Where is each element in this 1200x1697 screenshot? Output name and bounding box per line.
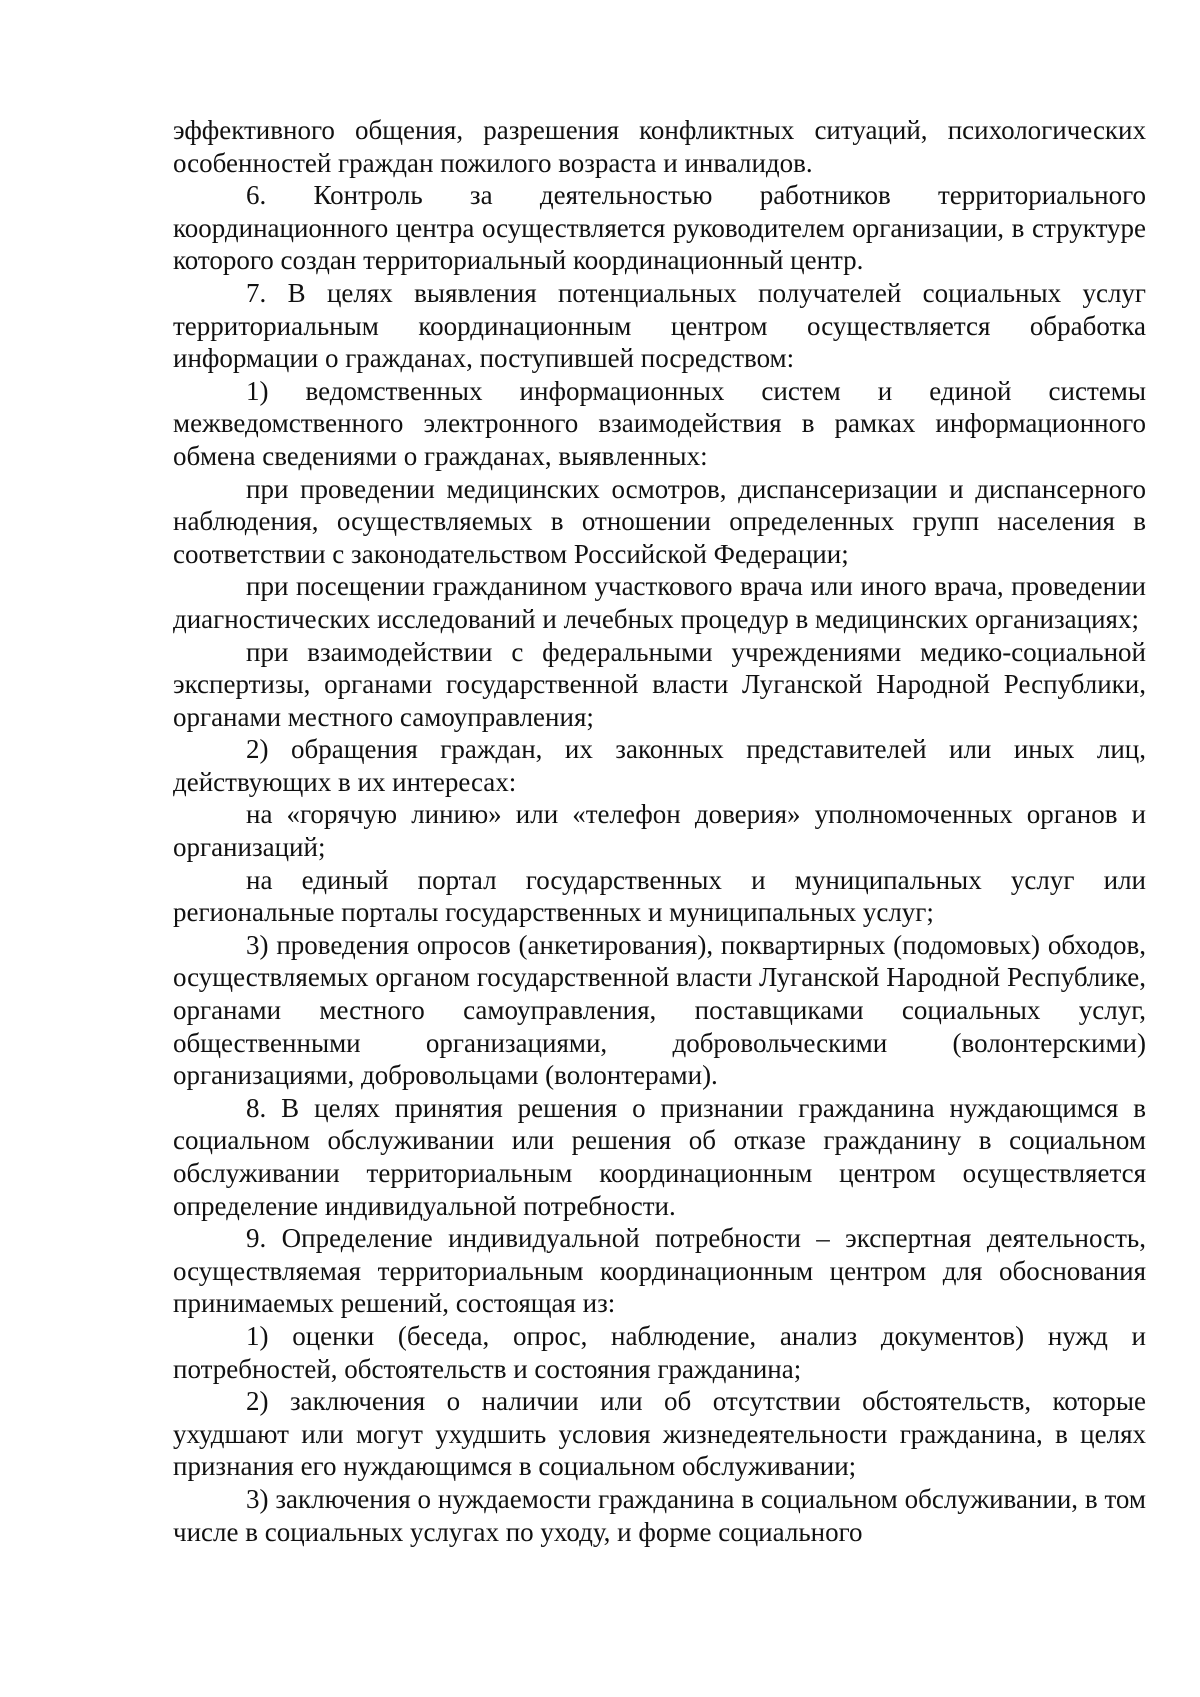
paragraph-item-7-1-medical-exams: при проведении медицинских осмотров, диспансеризации и диспансерного наблюдения, осуществляемых в отношении определенных групп населения в соответствии с законодательством Российской Федерации; [173,473,1146,569]
paragraph-item-9-1: 1) оценки (беседа, опрос, наблюдение, анализ документов) нужд и потребностей, обстоятельств и состояния гражданина; [173,1320,1146,1384]
document-body [173,114,1146,1548]
paragraph-item-9-2: 2) заключения о наличии или об отсутствии обстоятельств, которые ухудшают или могут ухудшить условия жизнедеятельности гражданина, в целях признания его нуждающимся в социальном обслуживании; [173,1386,1146,1482]
paragraph-item-7-2: 2) обращения граждан, их законных представителей или иных лиц, действующих в их интересах: [173,734,1146,797]
paragraph-item-7-2-hotline: на «горячую линию» или «телефон доверия» уполномоченных органов и организаций; [173,799,1146,863]
paragraph-item-6: 6. Контроль за деятельностью работников территориального координационного центра осуществляется руководителем организации, в структуре которого создан территориальный координационный центр. [173,180,1146,276]
paragraph-item-7-1-interaction: при взаимодействии с федеральными учреждениями медико-социальной экспертизы, органами государственной власти Луганской Народной Республики, органами местного самоуправления; [173,636,1146,732]
paragraph-item-8: 8. В целях принятия решения о признании гражданина нуждающимся в социальном обслуживании или решения об отказе гражданину в социальном обслуживании территориальным координационным центром осуществляется определение индивидуальной потребности. [173,1092,1146,1221]
paragraph-item-9-3: 3) заключения о нуждаемости гражданина в социальном обслуживании, в том числе в социальных услугах по уходу, и форме социального [173,1483,1146,1547]
paragraph-item-9: 9. Определение индивидуальной потребности – экспертная деятельность, осуществляемая территориальным координационным центром для обоснования принимаемых решений, состоящая из: [173,1223,1146,1319]
paragraph-continuation: эффективного общения, разрешения конфликтных ситуаций, психологических особенностей граждан пожилого возраста и инвалидов. [173,115,1146,178]
paragraph-item-7: 7. В целях выявления потенциальных получателей социальных услуг территориальным координационным центром осуществляется обработка информации о гражданах, поступившей посредством: [173,277,1146,374]
paragraph-item-7-1-doctor-visits: при посещении гражданином участкового врача или иного врача, проведении диагностических исследований и лечебных процедур в медицинских организациях; [173,571,1146,634]
paragraph-item-7-1: 1) ведомственных информационных систем и единой системы межведомственного электронного взаимодействия в рамках информационного обмена сведениями о гражданах, выявленных: [173,375,1146,471]
paragraph-item-7-2-portal: на единый портал государственных и муниципальных услуг или региональные порталы государственных и муниципальных услуг; [173,864,1146,928]
paragraph-item-7-3: 3) проведения опросов (анкетирования), поквартирных (подомовых) обходов, осуществляемых органом государственной власти Луганской Народной Республике, органами местного самоуправления, поставщиками социальных услуг, общественными организациями, добровольческими (волонтерскими) организациями, добровольцами (волонтерами). [173,929,1146,1091]
